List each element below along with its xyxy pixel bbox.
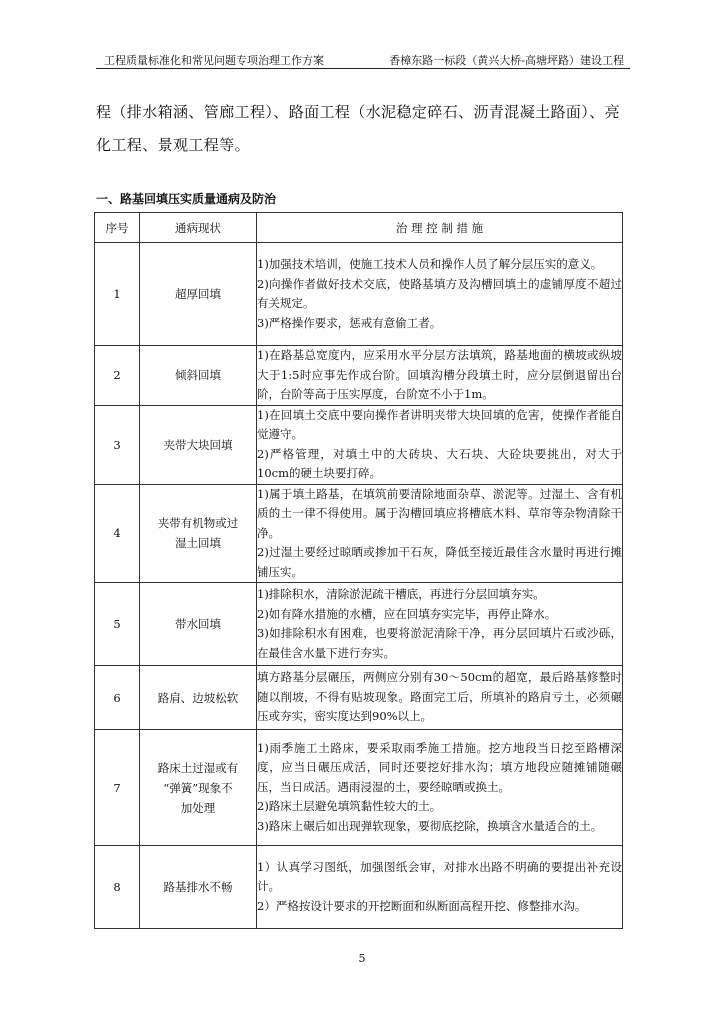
intro-line: 化工程、景观工程等。 [96, 136, 251, 154]
issue-cell [140, 846, 257, 929]
header-project-name: 香樟东路一标段（黄兴大桥-高塘坪路）建设工程 [389, 54, 624, 67]
issue-cell [140, 346, 257, 406]
measures-cell [257, 846, 623, 929]
measure-item: 3)严格操作要求，惩戒有意偷工者。 [257, 315, 442, 330]
table-row [95, 243, 623, 346]
table-row [95, 405, 623, 484]
issue-text: “弹簧”现象不 [163, 780, 233, 795]
measures-cell [257, 666, 623, 730]
issue-text: 夹带大块回填 [163, 437, 233, 452]
table-row [95, 583, 623, 666]
issue-cell [140, 730, 257, 846]
issue-text: 路床土过湿或有 [157, 760, 239, 775]
header-cell-issue: 通病现状 [140, 213, 257, 243]
measure-item: 2）严格按设计要求的开挖断面和纵断面高程开挖、修整排水沟。 [257, 898, 587, 913]
table-row [95, 484, 623, 583]
table-row [95, 846, 623, 929]
measure-item: 2)如有降水措施的水槽，应在回填夯实完毕，再停止降水。 [257, 606, 557, 621]
issue-cell [140, 666, 257, 730]
issue-text: 加处理 [180, 800, 216, 815]
row-number: 3 [95, 405, 140, 484]
issue-text: 夹带有机物或过 [157, 516, 239, 531]
measures-cell [257, 730, 623, 846]
measure-item: 1)雨季施工土路床，要采取雨季施工措施。挖方地段当日挖至路槽深度，应当日碾压成活，同时还要挖好排水沟；填方地段应随摊铺随碾压，当日成活。遇雨浸湿的土，要经晾晒或换土。 [257, 740, 622, 794]
measure-item: 1)属于填土路基，在填筑前要清除地面杂草、淤泥等。过湿土、含有机质的土一律不得使用。属于沟槽回填应将槽底木料、草帘等杂物清除干净。 [257, 486, 622, 540]
intro-paragraph [96, 96, 634, 162]
header-cell-number: 序号 [95, 213, 140, 243]
measures-cell [257, 405, 623, 484]
issue-cell [140, 583, 257, 666]
measure-item: 3)路床上碾后如出现弹软现象，要彻底挖除，换填含水量适合的土。 [257, 818, 603, 833]
measures-cell [257, 346, 623, 406]
table-row [95, 666, 623, 730]
header-cell-measures: 治 理 控 制 措 施 [257, 213, 623, 243]
issue-cell [140, 405, 257, 484]
row-number: 1 [95, 243, 140, 346]
defects-table [94, 212, 623, 929]
issue-text: 路肩、边坡松软 [157, 690, 239, 705]
header-document-title: 工程质量标准化和常见问题专项治理工作方案 [104, 54, 324, 67]
table-body [95, 243, 623, 929]
measure-item: 1)在路基总宽度内，应采用水平分层方法填筑，路基地面的横坡或纵坡大于1:5时应事先作成台阶。回填沟槽分段填土时，应分层倒退留出台阶，台阶等高于压实厚度，台阶宽不小于1m。 [257, 348, 622, 401]
table-row [95, 730, 623, 846]
section-heading: 一、路基回填压实质量通病及防治 [96, 192, 277, 206]
table-row [95, 346, 623, 406]
page-number: 5 [358, 952, 366, 965]
issue-text: 湿土回填 [175, 536, 221, 551]
measures-cell [257, 243, 623, 346]
table-header-row [95, 213, 623, 243]
measure-item: 1)加强技术培训，使施工技术人员和操作人员了解分层压实的意义。 [257, 257, 603, 271]
issue-text: 带水回填 [175, 617, 221, 631]
intro-line: 程（排水箱涵、管廊工程）、路面工程（水泥稳定碎石、沥青混凝土路面）、亮 [96, 103, 621, 121]
measure-item: 1）认真学习图纸，加强图纸会审，对排水出路不明确的要提出补充设计。 [257, 859, 622, 894]
issue-text: 倾斜回填 [175, 368, 221, 383]
measures-cell [257, 484, 623, 583]
row-number: 2 [95, 346, 140, 406]
issue-cell [140, 243, 257, 346]
issue-cell [140, 484, 257, 583]
measures-cell [257, 583, 623, 666]
row-number: 7 [95, 730, 140, 846]
row-number: 5 [95, 583, 140, 666]
measure-item: 3)如排除积水有困难，也要将淤泥清除干净，再分层回填片石或沙砾，在最佳含水量下进行夯实。 [257, 626, 622, 660]
measure-item: 2)路床土层避免填筑黏性较大的土。 [257, 799, 442, 814]
measure-item: 1)排除积水，清除淤泥疏干槽底，再进行分层回填夯实。 [257, 587, 545, 601]
row-number: 8 [95, 846, 140, 929]
row-number: 6 [95, 666, 140, 730]
measure-item: 填方路基分层碾压，两侧应分别有30～50cm的超宽，最后路基修整时随以削坡，不得有贴坡现象。路面完工后，所填补的路肩亏土，必须碾压或夯实，密实度达到90%以上。 [257, 670, 622, 724]
measure-item: 2)向操作者做好技术交底，使路基填方及沟槽回填土的虚铺厚度不超过有关规定。 [257, 276, 622, 310]
measure-item: 2)严格管理，对填土中的大砖块、大石块、大砼块要挑出，对大于10cm的硬土块要打碎。 [257, 446, 622, 480]
issue-text: 超厚回填 [175, 287, 221, 301]
issue-text: 路基排水不畅 [163, 880, 233, 894]
header-divider [96, 68, 630, 69]
measure-item: 1)在回填土交底中要向操作者讲明夹带大块回填的危害，使操作者能自觉遵守。 [257, 407, 622, 441]
measure-item: 2)过湿土要经过晾晒或掺加干石灰，降低至接近最佳含水量时再进行摊铺压实。 [257, 545, 622, 579]
row-number: 4 [95, 484, 140, 583]
